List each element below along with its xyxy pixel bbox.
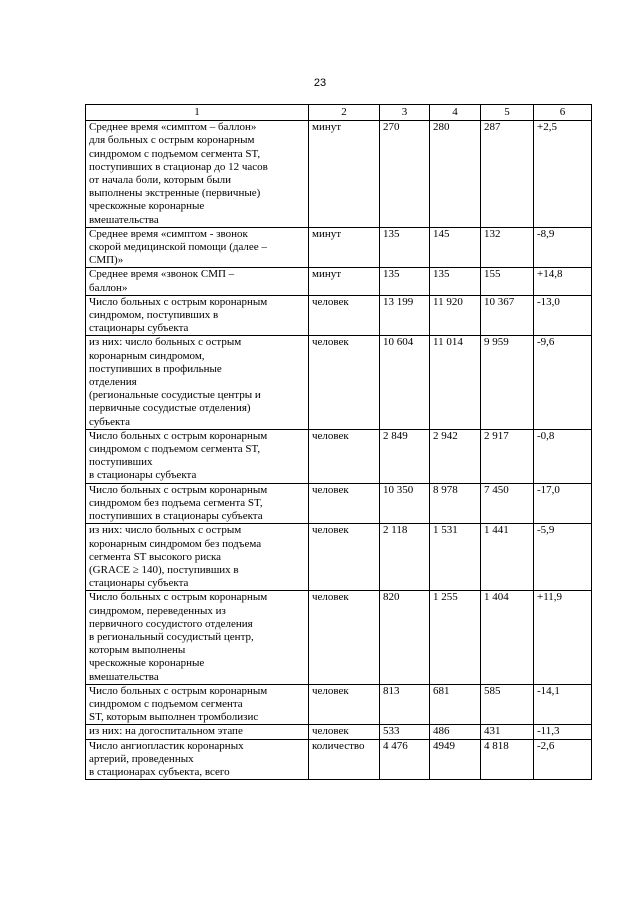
- unit-cell: человек: [309, 524, 380, 591]
- value-cell: 11 920: [430, 295, 481, 336]
- indicator-cell: Число больных с острым коронарным синдромом без подъема сегмента ST, поступивших в стационары субъекта: [86, 483, 309, 524]
- value-cell: 287: [481, 121, 534, 228]
- indicator-cell: Число больных с острым коронарным синдромом, переведенных из первичного сосудистого отделения в региональный сосудистый центр, которым выполнены чрескожные коронарные вмешательства: [86, 591, 309, 684]
- table-row: [86, 227, 592, 268]
- value-cell: 8 978: [430, 483, 481, 524]
- value-cell: 11 014: [430, 336, 481, 429]
- change-cell: -8,9: [534, 227, 592, 268]
- value-cell: 1 441: [481, 524, 534, 591]
- change-cell: -5,9: [534, 524, 592, 591]
- header-cell: 6: [534, 105, 592, 121]
- header-cell: 3: [380, 105, 430, 121]
- value-cell: 2 118: [380, 524, 430, 591]
- indicator-cell: из них: на догоспитальном этапе: [86, 725, 309, 739]
- value-cell: 1 255: [430, 591, 481, 684]
- value-cell: 2 849: [380, 429, 430, 483]
- table-row: [86, 483, 592, 524]
- value-cell: 4 818: [481, 739, 534, 780]
- value-cell: 13 199: [380, 295, 430, 336]
- table-body: [86, 105, 592, 780]
- value-cell: 280: [430, 121, 481, 228]
- indicator-cell: Число больных с острым коронарным синдромом с подъемом сегмента ST, которым выполнен тромболизис: [86, 684, 309, 725]
- value-cell: 1 404: [481, 591, 534, 684]
- value-cell: 1 531: [430, 524, 481, 591]
- indicator-cell: Среднее время «звонок СМП – баллон»: [86, 268, 309, 295]
- value-cell: 10 604: [380, 336, 430, 429]
- value-cell: 135: [380, 268, 430, 295]
- change-cell: -13,0: [534, 295, 592, 336]
- indicator-cell: Число больных с острым коронарным синдромом с подъемом сегмента ST, поступивших в стационары субъекта: [86, 429, 309, 483]
- table-header-row: [86, 105, 592, 121]
- value-cell: 4949: [430, 739, 481, 780]
- unit-cell: человек: [309, 725, 380, 739]
- header-cell: 2: [309, 105, 380, 121]
- change-cell: +2,5: [534, 121, 592, 228]
- indicator-cell: Число больных с острым коронарным синдромом, поступивших в стационары субъекта: [86, 295, 309, 336]
- value-cell: 820: [380, 591, 430, 684]
- table-row: [86, 429, 592, 483]
- header-cell: 1: [86, 105, 309, 121]
- table-row: [86, 524, 592, 591]
- table-row: [86, 268, 592, 295]
- unit-cell: человек: [309, 429, 380, 483]
- unit-cell: минут: [309, 268, 380, 295]
- value-cell: 135: [380, 227, 430, 268]
- table-row: [86, 739, 592, 780]
- indicator-cell: Число ангиопластик коронарных артерий, проведенных в стационарах субъекта, всего: [86, 739, 309, 780]
- unit-cell: человек: [309, 684, 380, 725]
- value-cell: 10 367: [481, 295, 534, 336]
- value-cell: 135: [430, 268, 481, 295]
- value-cell: 681: [430, 684, 481, 725]
- value-cell: 486: [430, 725, 481, 739]
- value-cell: 7 450: [481, 483, 534, 524]
- value-cell: 4 476: [380, 739, 430, 780]
- unit-cell: минут: [309, 227, 380, 268]
- indicator-cell: Среднее время «симптом – баллон» для больных с острым коронарным синдромом с подъемом сегмента ST, поступивших в стационар до 12 часов от начала боли, которым были выполнены экстренные (первичные) чрескожные коронарные вмешательства: [86, 121, 309, 228]
- header-cell: 5: [481, 105, 534, 121]
- value-cell: 2 942: [430, 429, 481, 483]
- unit-cell: человек: [309, 483, 380, 524]
- value-cell: 145: [430, 227, 481, 268]
- change-cell: +11,9: [534, 591, 592, 684]
- table-row: [86, 591, 592, 684]
- statistics-table: [85, 104, 592, 780]
- value-cell: 10 350: [380, 483, 430, 524]
- unit-cell: минут: [309, 121, 380, 228]
- unit-cell: человек: [309, 295, 380, 336]
- value-cell: 533: [380, 725, 430, 739]
- change-cell: -17,0: [534, 483, 592, 524]
- table-row: [86, 295, 592, 336]
- unit-cell: количество: [309, 739, 380, 780]
- change-cell: -11,3: [534, 725, 592, 739]
- table-row: [86, 336, 592, 429]
- value-cell: 813: [380, 684, 430, 725]
- value-cell: 2 917: [481, 429, 534, 483]
- value-cell: 431: [481, 725, 534, 739]
- value-cell: 270: [380, 121, 430, 228]
- table-row: [86, 684, 592, 725]
- change-cell: +14,8: [534, 268, 592, 295]
- value-cell: 155: [481, 268, 534, 295]
- change-cell: -14,1: [534, 684, 592, 725]
- unit-cell: человек: [309, 591, 380, 684]
- unit-cell: человек: [309, 336, 380, 429]
- indicator-cell: из них: число больных с острым коронарным синдромом, поступивших в профильные отделения (региональные сосудистые центры и первичные сосудистые отделения) субъекта: [86, 336, 309, 429]
- page-number: 23: [313, 77, 327, 89]
- value-cell: 585: [481, 684, 534, 725]
- indicator-cell: из них: число больных с острым коронарным синдромом без подъема сегмента ST высокого риска (GRACE ≥ 140), поступивших в стационары субъекта: [86, 524, 309, 591]
- header-cell: 4: [430, 105, 481, 121]
- table-row: [86, 121, 592, 228]
- indicator-cell: Среднее время «симптом - звонок скорой медицинской помощи (далее – СМП)»: [86, 227, 309, 268]
- value-cell: 132: [481, 227, 534, 268]
- change-cell: -0,8: [534, 429, 592, 483]
- table-row: [86, 725, 592, 739]
- change-cell: -9,6: [534, 336, 592, 429]
- value-cell: 9 959: [481, 336, 534, 429]
- change-cell: -2,6: [534, 739, 592, 780]
